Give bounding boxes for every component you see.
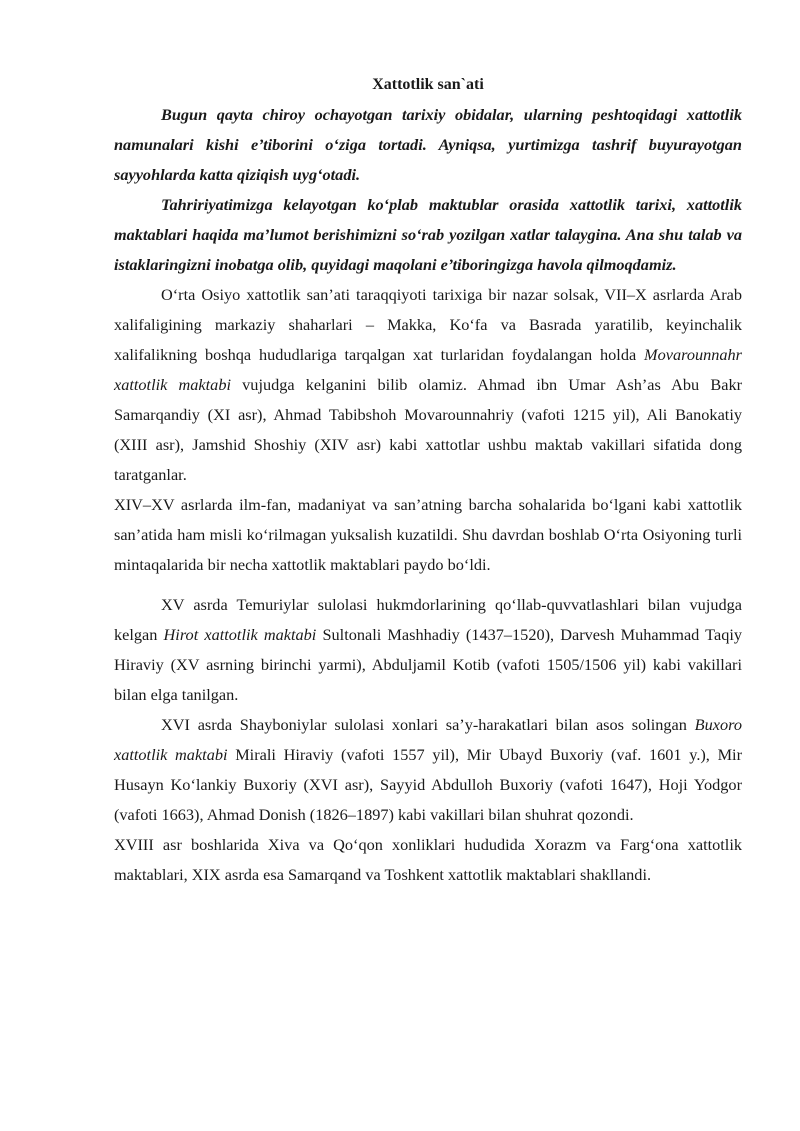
paragraph-hirot xyxy=(114,590,742,710)
text-span: Sultonali Mashhadiy (1437–1520), Darvesh Muhammad Taqiy Hiraviy (XV asrning birinchi yarmi), Abduljamil Kotib (vafoti 1505/1506 yil) kabi vakillari bilan elga tanilgan. xyxy=(114,625,742,704)
intro-paragraph-2: Tahririyatimizga kelayotgan ko‘plab maktublar orasida xattotlik tarixi, xattotlik maktablari haqida ma’lumot berishimizni so‘rab yozilgan xatlar talaygina. Ana shu talab va istaklaringizni inobatga olib, quyidagi maqolani e’tiboringizga havola qilmoqdamiz. xyxy=(114,195,742,274)
paragraph-buxoro xyxy=(114,710,742,830)
school-name-italic: Hirot xattotlik maktabi xyxy=(163,625,317,644)
paragraph-movarounnahr xyxy=(114,280,742,490)
document-title: Xattotlik san`ati xyxy=(372,76,484,93)
text-span: Mirali Hiraviy (vafoti 1557 yil), Mir Ubayd Buxoriy (vaf. 1601 y.), Mir Husayn Ko‘lankiy Buxoriy (XVI asr), Sayyid Abdulloh Buxoriy (vafoti 1647), Hoji Yodgor (vafoti 1663), Ahmad Donish (1826–1897) kabi vakillari bilan shuhrat qozondi. xyxy=(114,745,742,824)
text-span: vujudga kelganini bilib olamiz. Ahmad ibn Umar Ash’as Abu Bakr Samarqandiy (XI asr), Ahmad Tabibshoh Movarounnahriy (vafoti 1215 yil), Ali Banokatiy (XIII asr), Jamshid Shoshiy (XIV asr) kabi xattotlar ushbu maktab vakillari sifatida dong taratganlar. xyxy=(114,375,743,484)
paragraph-xiv-xv: XIV–XV asrlarda ilm-fan, madaniyat va san’atning barcha sohalarida bo‘lgani kabi xattotlik san’atida ham misli ko‘rilmagan yuksalish kuzatildi. Shu davrdan boshlab O‘rta Osiyoning turli mintaqalarida bir necha xattotlik maktablari paydo bo‘ldi. xyxy=(114,495,742,574)
paragraph-xviii: XVIII asr boshlarida Xiva va Qo‘qon xonliklari hududida Xorazm va Farg‘ona xattotlik maktablari, XIX asrda esa Samarqand va Toshkent xattotlik maktablari shakllandi. xyxy=(114,835,742,884)
text-span: XVI asrda Shayboniylar sulolasi xonlari sa’y-harakatlari bilan asos solingan xyxy=(161,715,695,734)
text-span: XV asrda Temuriylar sulolasi hukmdorlarining qo‘llab-quvvatlashlari bilan vujudga kelgan xyxy=(114,595,742,644)
school-name-italic: Buxoro xattotlik maktabi xyxy=(114,715,742,764)
text-span: O‘rta Osiyo xattotlik san’ati taraqqiyoti tarixiga bir nazar solsak, VII–X asrlarda Arab xalifaligining markaziy shaharlari – Makka, Ko‘fa va Basrada yaratilib, keyinchalik xalifalikning boshqa hududlariga tarqalgan xat turlaridan foydalangan holda xyxy=(114,285,742,364)
intro-paragraph-1: Bugun qayta chiroy ochayotgan tarixiy obidalar, ularning peshtoqidagi xattotlik namunalari kishi e’tiborini o‘ziga tortadi. Ayniqsa, yurtimizga tashrif buyurayotgan sayyohlarda katta qiziqish uyg‘otadi. xyxy=(114,105,742,184)
school-name-italic: Movarounnahr xattotlik maktabi xyxy=(114,345,742,394)
